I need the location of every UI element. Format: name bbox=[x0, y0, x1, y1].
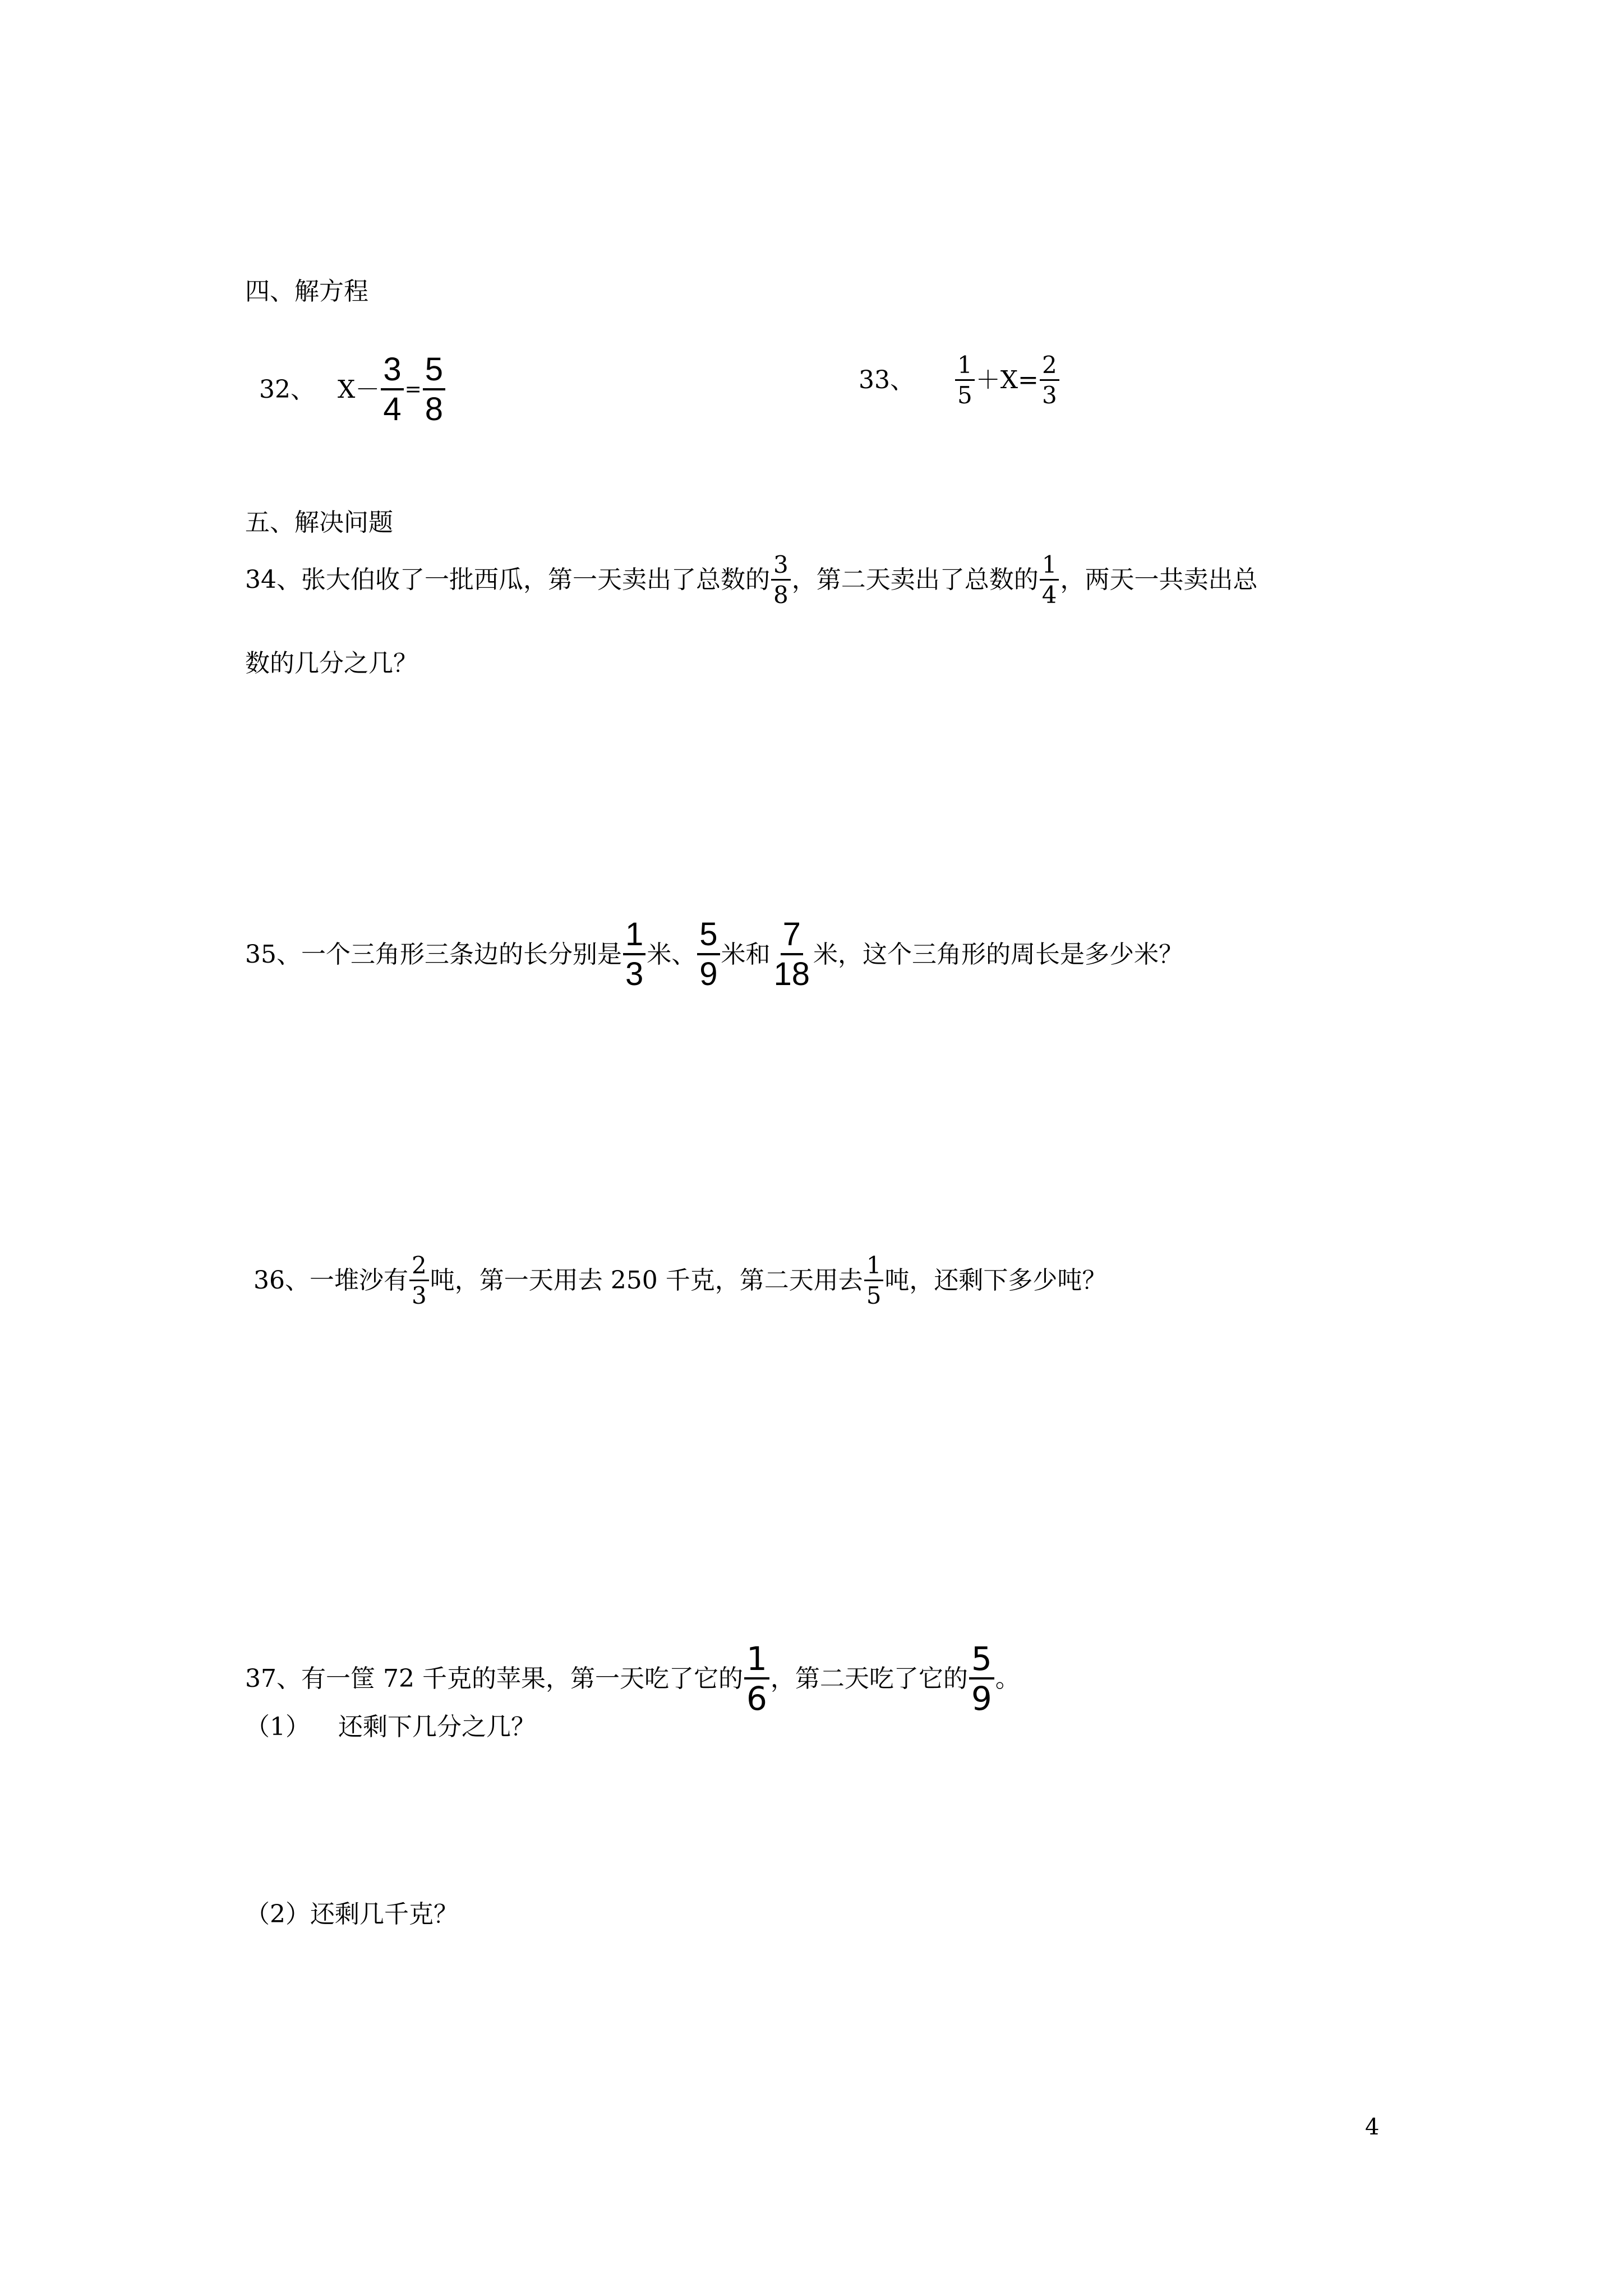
fraction: $\frac{5}{9}$ bbox=[969, 1642, 994, 1715]
page-number: 4 bbox=[1365, 2114, 1380, 2140]
fraction: $\frac{5}{8}$ bbox=[423, 353, 445, 426]
fraction: $\frac{1}{5}$ bbox=[955, 353, 975, 407]
question-36-text: 吨，第一天用去 250 千克，第二天用去 bbox=[430, 1266, 863, 1295]
question-34-text: 34、张大伯收了一批西瓜，第一天卖出了总数的 bbox=[245, 565, 770, 594]
question-36-text: 36、一堆沙有 bbox=[253, 1266, 408, 1295]
question-36-text: 吨，还剩下多少吨？ bbox=[884, 1266, 1107, 1295]
fraction: $\frac{5}{9}$ bbox=[697, 918, 720, 991]
question-32-number: 32、 bbox=[259, 375, 315, 404]
fraction: $\frac{7}{18}$ bbox=[773, 916, 810, 992]
fraction: $\frac{3}{4}$ bbox=[381, 353, 403, 426]
expression-text: ＋X= bbox=[975, 366, 1039, 394]
fraction: $\frac{1}{5}$ bbox=[864, 1254, 884, 1308]
question-34-line-2: 数的几分之几？ bbox=[245, 649, 418, 678]
question-33 bbox=[859, 353, 1061, 407]
part-number: （1） bbox=[245, 1713, 310, 1741]
fraction: $\frac{1}{4}$ bbox=[1040, 553, 1059, 607]
question-37-text: 37、有一筐 72 千克的苹果，第一天吃了它的 bbox=[245, 1664, 743, 1693]
fraction: $\frac{1}{6}$ bbox=[744, 1642, 769, 1715]
part-text: 还剩下几分之几？ bbox=[338, 1713, 536, 1741]
equals-sign: = bbox=[404, 378, 422, 401]
question-34-text: ，第二天卖出了总数的 bbox=[791, 565, 1039, 594]
question-35-text: 35、一个三角形三条边的长分别是 bbox=[245, 940, 622, 969]
question-35-text: 米和 bbox=[721, 940, 771, 969]
question-37-text: ，第二天吃了它的 bbox=[770, 1664, 968, 1693]
question-35-text: 米，这个三角形的周长是多少米？ bbox=[813, 940, 1184, 969]
fraction: $\frac{2}{3}$ bbox=[409, 1254, 429, 1308]
question-32 bbox=[259, 353, 446, 426]
question-37-part-1 bbox=[245, 1715, 536, 1740]
fraction: $\frac{3}{8}$ bbox=[771, 553, 791, 607]
question-35 bbox=[245, 918, 1183, 991]
question-36 bbox=[253, 1251, 1107, 1309]
variable-x: X－ bbox=[338, 375, 380, 404]
section-4-heading: 四、解方程 bbox=[245, 277, 368, 306]
question-37-part-2: （2）还剩几千克？ bbox=[245, 1900, 458, 1929]
fraction: $\frac{2}{3}$ bbox=[1040, 353, 1059, 407]
fraction: $\frac{1}{3}$ bbox=[623, 918, 645, 991]
question-34 bbox=[245, 553, 1257, 607]
question-35-text: 米、 bbox=[647, 940, 697, 969]
question-34-text: ，两天一共卖出总 bbox=[1060, 565, 1258, 594]
question-33-number: 33、 bbox=[859, 366, 915, 394]
question-37-text: 。 bbox=[995, 1664, 1020, 1693]
question-37 bbox=[245, 1640, 1020, 1718]
section-5-heading: 五、解决问题 bbox=[245, 508, 393, 537]
